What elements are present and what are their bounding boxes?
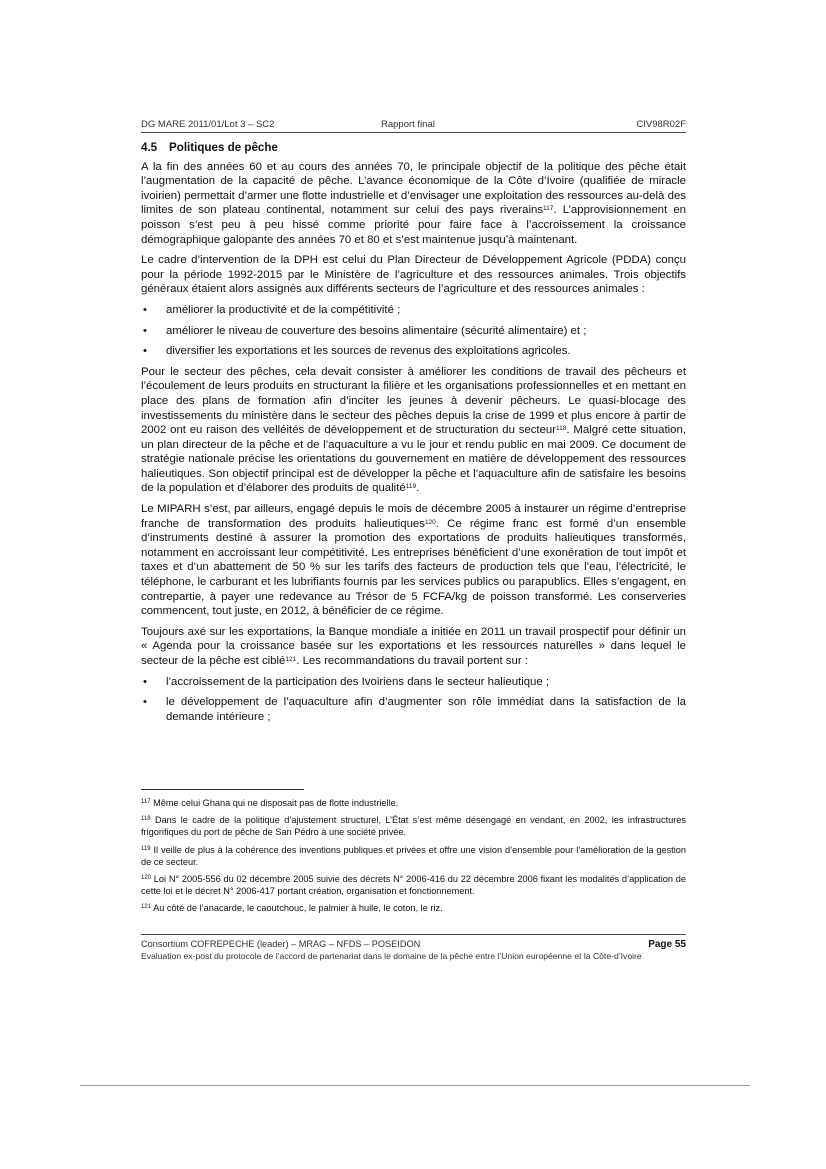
bullet-icon: • [143, 675, 147, 688]
footnote-ref-121[interactable]: 121 [285, 656, 297, 663]
footnote-number: 121 [141, 904, 152, 911]
footnote-number: 119 [141, 845, 151, 852]
footnote-number: 120 [141, 875, 152, 882]
paragraph-text: . Les recommandations du travail portent sur : [296, 655, 528, 667]
list-item-text: améliorer le niveau de couverture des besoins alimentaire (sécurité alimentaire) et ; [166, 324, 587, 337]
footer-consortium: Consortium COFREPECHE (leader) – MRAG – NFDS – POSEIDON [141, 939, 421, 949]
paragraph-text: . Malgré cette situation, un plan directeur de la pêche et de l’aquaculture a vu le jour et rendu public en mai 2009. Ce document de stratégie nationale précise les orientations du gouvernement en matière de développement des ressources halieutiques. Son objectif principal est de développer la pêche et l’aquaculture afin de satisfaire les besoins de la population et d’élaborer des produits de qualité [141, 424, 686, 495]
paragraph-text: Le MIPARH s’est, par ailleurs, engagé depuis le mois de décembre 2005 à instaurer un régime d’entreprise franche de transformation des produits halieutiques [141, 503, 686, 530]
recommendations-list [141, 675, 686, 725]
footnote-number: 118 [141, 816, 151, 823]
paragraph-text: A la fin des années 60 et au cours des années 70, le principale objectif de la politique des pêche était l’augmentation de la capacité de pêche. L’avance économique de la Côte d’Ivoire (qualifiée de miracle ivoirien) permettait d’armer une flotte industrielle et d’envisager une exploitation des ressources au-delà des limites de son plateau continental, notamment sur celui des pays riverains [141, 160, 686, 217]
page-footer [141, 934, 686, 961]
footnote-text: Au côté de l’anacarde, le caoutchouc, le palmier à huile, le coton, le riz. [153, 903, 443, 914]
footer-row [141, 939, 686, 951]
bullet-icon: • [143, 696, 147, 709]
bullet-icon: • [143, 345, 147, 358]
section-heading [141, 141, 686, 156]
paragraph-4 [141, 502, 686, 619]
section-title: Politiques de pêche [169, 141, 278, 154]
header-project-code: DG MARE 2011/01/Lot 3 – SC2 [141, 119, 275, 130]
list-item-text: améliorer la productivité et de la compétitivité ; [166, 303, 401, 316]
page-number: Page 55 [648, 939, 686, 950]
paragraph-5 [141, 625, 686, 669]
footnote-ref-119[interactable]: 119 [405, 483, 417, 491]
header-document-ref: CIV98R02F [636, 119, 686, 130]
list-item [141, 303, 686, 318]
objectives-list [141, 303, 686, 359]
footer-subtitle: Evaluation ex-post du protocole de l’accord de partenariat dans le domaine de la pêche entre l’Union européenne et la Côte-d’Ivoire [141, 951, 642, 961]
list-item [141, 344, 686, 359]
footnote-120 [141, 873, 686, 897]
list-item [141, 675, 686, 690]
main-content [141, 141, 686, 730]
list-item-text: le développement de l’aquaculture afin d’augmenter son rôle immédiat dans la satisfaction de la demande intérieure ; [166, 696, 686, 723]
section-number: 4.5 [141, 141, 158, 154]
paragraph-1 [141, 160, 686, 248]
list-item [141, 695, 686, 724]
paragraph-2: Le cadre d’intervention de la DPH est celui du Plan Directeur de Développement Agricole (PDDA) conçu pour la période 1992-2015 par le Ministère de l’agriculture et des ressources animales. Trois objectifs généraux étaient alors assignés aux différents secteurs de l’agriculture et des ressources animales : [141, 254, 686, 296]
footnote-ref-118[interactable]: 118 [556, 425, 567, 433]
page-header [141, 118, 686, 133]
footnote-ref-117[interactable]: 117 [543, 205, 554, 213]
footnote-117 [141, 797, 686, 809]
footnote-121 [141, 902, 686, 914]
footnote-119 [141, 844, 686, 868]
list-item-text: l’accroissement de la participation des Ivoiriens dans le secteur halieutique ; [166, 675, 550, 688]
footnote-text: Il veille de plus à la cohérence des inventions publiques et privées et offre une vision d’ensemble pour l’amélioration de la gestion de ce secteur. [141, 844, 686, 867]
footnote-text: Dans le cadre de la politique d’ajustement structurel, L’État s’est même désengagé en vendant, en 2002, les infrastructures frigorifiques du port de pêche de San Pédro à une société privée. [141, 815, 686, 838]
paragraph-text: . [416, 482, 420, 495]
footnotes [141, 797, 686, 920]
footnote-text: Loi N° 2005-556 du 02 décembre 2005 suivie des décrets N° 2006-416 du 22 décembre 2006 fixant les modalités d’application de cette loi et le décret N° 2006-417 portant création, organisation et fonctionnement. [141, 874, 686, 897]
paragraph-text: Toujours axé sur les exportations, la Banque mondiale a initiée en 2011 un travail prospectif pour définir un « Agenda pour la croissance basée sur les exportations et les ressources naturelles » dans lequel le secteur de la pêche est ciblé [141, 625, 686, 667]
bullet-icon: • [143, 324, 147, 337]
list-item [141, 324, 686, 339]
footnote-separator [141, 789, 304, 790]
header-report-type: Rapport final [381, 119, 435, 130]
page-bottom-divider [80, 1085, 750, 1086]
footnote-number: 117 [141, 799, 151, 805]
list-item-text: diversifier les exportations et les sources de revenus des exploitations agricoles. [166, 345, 571, 358]
paragraph-text: . Ce régime franc est formé d’un ensemble d’instruments destiné à assurer la promotion des exportations de produits halieutiques transformés, notamment en accroissant leur compétitivité. Les entreprises bénéficient d’une exonération de tout impôt et taxes et d’un abattement de 50 % sur les tarifs des facteurs de production tels que l’eau, l’électricité, le téléphone, le carburant et les lubrifiants fournis par les services publics ou parapublics. Elles s’engagent, en contrepartie, à payer une redevance au Trésor de 5 FCFA/kg de poisson transformé. Les conserveries commencent, tout juste, en 2012, à bénéficier de ce régime. [141, 517, 686, 618]
paragraph-text: Pour le secteur des pêches, cela devait consister à améliorer les conditions de travail des pêcheurs et l’écoulement de leurs produits en structurant la filière et les organisations professionnelles et en mettant en place des plans de formation afin d’inciter les jeunes à devenir pêcheurs. Le quasi-blocage des investissements du ministère dans le secteur des pêches depuis la crise de 1999 et plus encore à partir de 2002 ont eu raison des velléités de développement et de structuration du secteur [141, 365, 686, 437]
footnote-text: Même celui Ghana qui ne disposait pas de flotte industrielle. [153, 798, 399, 808]
paragraph-text: . L’approvisionnement en poisson s’est peu à peu hissé comme priorité pour faire face à l’accroissement la croissance démographique galopante des années 70 et 80 et s’est maintenue jusqu’à maintenant. [141, 204, 686, 246]
footnote-ref-120[interactable]: 120 [424, 518, 436, 526]
paragraph-3 [141, 365, 686, 496]
footnote-118 [141, 814, 686, 838]
bullet-icon: • [143, 303, 147, 316]
